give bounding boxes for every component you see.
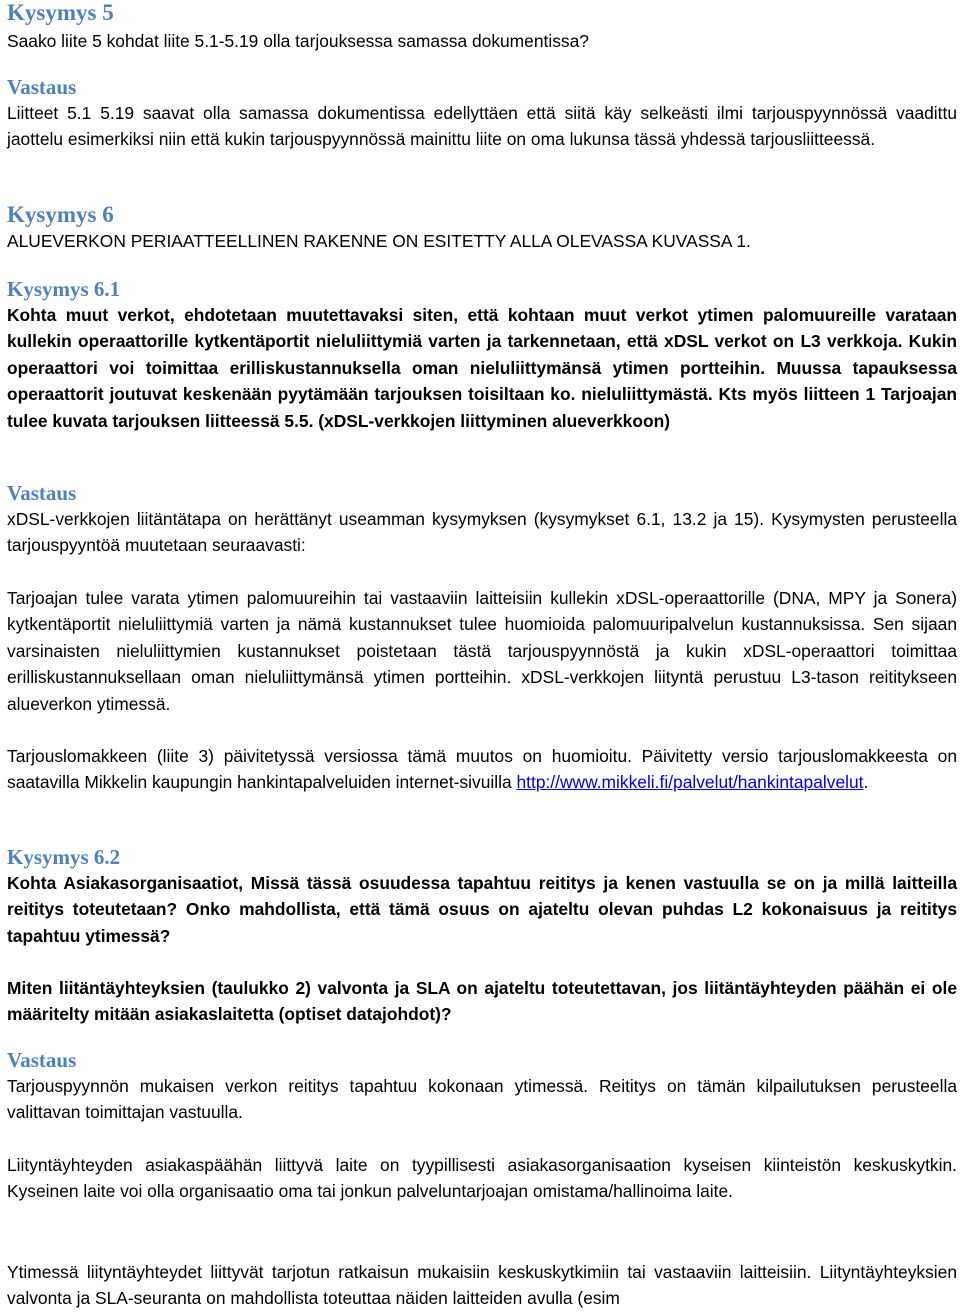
question-5-text: Saako liite 5 kohdat liite 5.1-5.19 olla tarjouksessa samassa dokumentissa? (7, 31, 589, 51)
answer-6-2-p2-block (7, 1152, 957, 1205)
question-6-1-text: Kohta muut verkot, ehdotetaan muutettavaksi siten, että kohtaan muut verkot ytimen palomuureille varataan kullekin operaattorille kytkentäportit nieluliittymiä varten ja tarkennetaan, että xDSL verkot on L3 verkkoja. Kukin operaattori voi toimittaa erilliskustannuksella oman nieluliittymänsä ytimen portteihin. Muussa tapauksessa operaattorit joutuvat keskenään pyytämään tarjouksen toisiltaan ko. nieluliittymästä. Kts myös liitteen 1 Tarjoajan tulee kuvata tarjouksen liitteessä 5.5. (xDSL-verkkojen liittyminen alueverkkoon) (7, 305, 957, 431)
answer-5-section (7, 74, 957, 153)
question-6-1-heading: Kysymys 6.1 (7, 277, 121, 301)
answer-6-2-paragraph-2: Liityntäyhteyden asiakaspäähän liittyvä laite on tyypillisesti asiakasorganisaation kyseisen kiinteistön keskuskytkin. Kyseinen laite voi olla organisaatio oma tai jonkun palveluntarjoajan omistama/hallinoima laite. (7, 1155, 957, 1202)
answer-6-2-paragraph-3: Ytimessä liityntäyhteydet liittyvät tarjotun ratkaisun mukaisiin keskuskytkimiin tai vastaaviin laitteisiin. Liityntäyhteyksien valvonta ja SLA-seuranta on mahdollista toteuttaa näiden laitteiden avulla (esim (7, 1262, 957, 1309)
answer-6-1-section (7, 480, 957, 559)
answer-6-1-paragraph-1: xDSL-verkkojen liitäntätapa on herättänyt useamman kysymyksen (kysymykset 6.1, 13.2 ja 15). Kysymysten perusteella tarjouspyyntöä muutetaan seuraavasti: (7, 509, 957, 556)
question-6-2-paragraph-1: Kohta Asiakasorganisaatiot, Missä tässä osuudessa tapahtuu reititys ja kenen vastuulla se on ja millä laitteilla reititys toteutetaan? Onko mahdollista, että tämä osuus on ajateltu olevan puhdas L2 kokonaisuus ja reititys tapahtuu ytimessä? (7, 873, 957, 946)
question-6-2-paragraph-2: Miten liitäntäyhteyksien (taulukko 2) valvonta ja SLA on ajateltu toteutettavan, jos liitäntäyhteyden päähän ei ole määritelty mitään asiakaslaitetta (optiset datajohdot)? (7, 978, 957, 1025)
answer-6-1-paragraph-2: Tarjoajan tulee varata ytimen palomuureihin tai vastaaviin laitteisiin kullekin xDSL-operaattorille (DNA, MPY ja Sonera) kytkentäportit nieluliittymiä varten ja nämä kustannukset tulee huomioida palomuuripalvelun kustannuksissa. Sen sijaan varsinaisten nieluliittymien kustannukset poistetaan tästä tarjouspyynnöstä ja kukin xDSL-operaattori toimittaa erilliskustannuksellaan oman nieluliittymänsä ytimen portteihin. xDSL-verkkojen liityntä perustuu L3-tason reititykseen alueverkon ytimessä. (7, 588, 957, 714)
answer-6-1-paragraph-3 (7, 743, 957, 796)
answer-6-2-heading: Vastaus (7, 1048, 77, 1072)
answer-5-text: Liitteet 5.1 5.19 saavat olla samassa dokumentissa edellyttäen että siitä käy selkeästi ilmi tarjouspyynnössä vaadittu jaottelu esimerkiksi niin että kukin tarjouspyynnössä mainittu liite on oma lukunsa tässä yhdessä tarjousliitteessä. (7, 103, 957, 150)
question-6-text: ALUEVERKON PERIAATTEELLINEN RAKENNE ON ESITETTY ALLA OLEVASSA KUVASSA 1. (7, 231, 751, 251)
answer-6-2-p3-block (7, 1259, 957, 1312)
answer-6-1-heading: Vastaus (7, 481, 77, 505)
answer-6-1-paragraph-3-text: Tarjouslomakkeen (liite 3) päivitetyssä versiossa tämä muutos on huomioitu. Päivitetty versio tarjouslomakkeesta on saatavilla Mikkelin kaupungin hankintapalveluiden internet-sivuilla (7, 746, 957, 793)
hankintapalvelut-link[interactable]: http://www.mikkeli.fi/palvelut/hankintapalvelut (516, 772, 864, 793)
answer-6-1-paragraph-3-end: . (863, 772, 869, 793)
question-5-section (7, 0, 957, 54)
question-6-section (7, 202, 957, 254)
question-6-2-heading: Kysymys 6.2 (7, 845, 121, 869)
question-5-heading: Kysymys 5 (7, 0, 114, 25)
question-6-heading: Kysymys 6 (7, 202, 114, 227)
answer-6-2-section (7, 1047, 957, 1126)
question-6-2-section (7, 844, 957, 949)
answer-5-heading: Vastaus (7, 75, 77, 99)
question-6-1-section (7, 276, 957, 434)
answer-6-1-p3-block (7, 743, 957, 796)
question-6-2-p2-block (7, 975, 957, 1028)
answer-6-1-p2-block (7, 585, 957, 717)
answer-6-2-paragraph-1: Tarjouspyynnön mukaisen verkon reititys tapahtuu kokonaan ytimessä. Reititys on tämän kilpailutuksen perusteella valittavan toimittajan vastuulla. (7, 1076, 957, 1123)
